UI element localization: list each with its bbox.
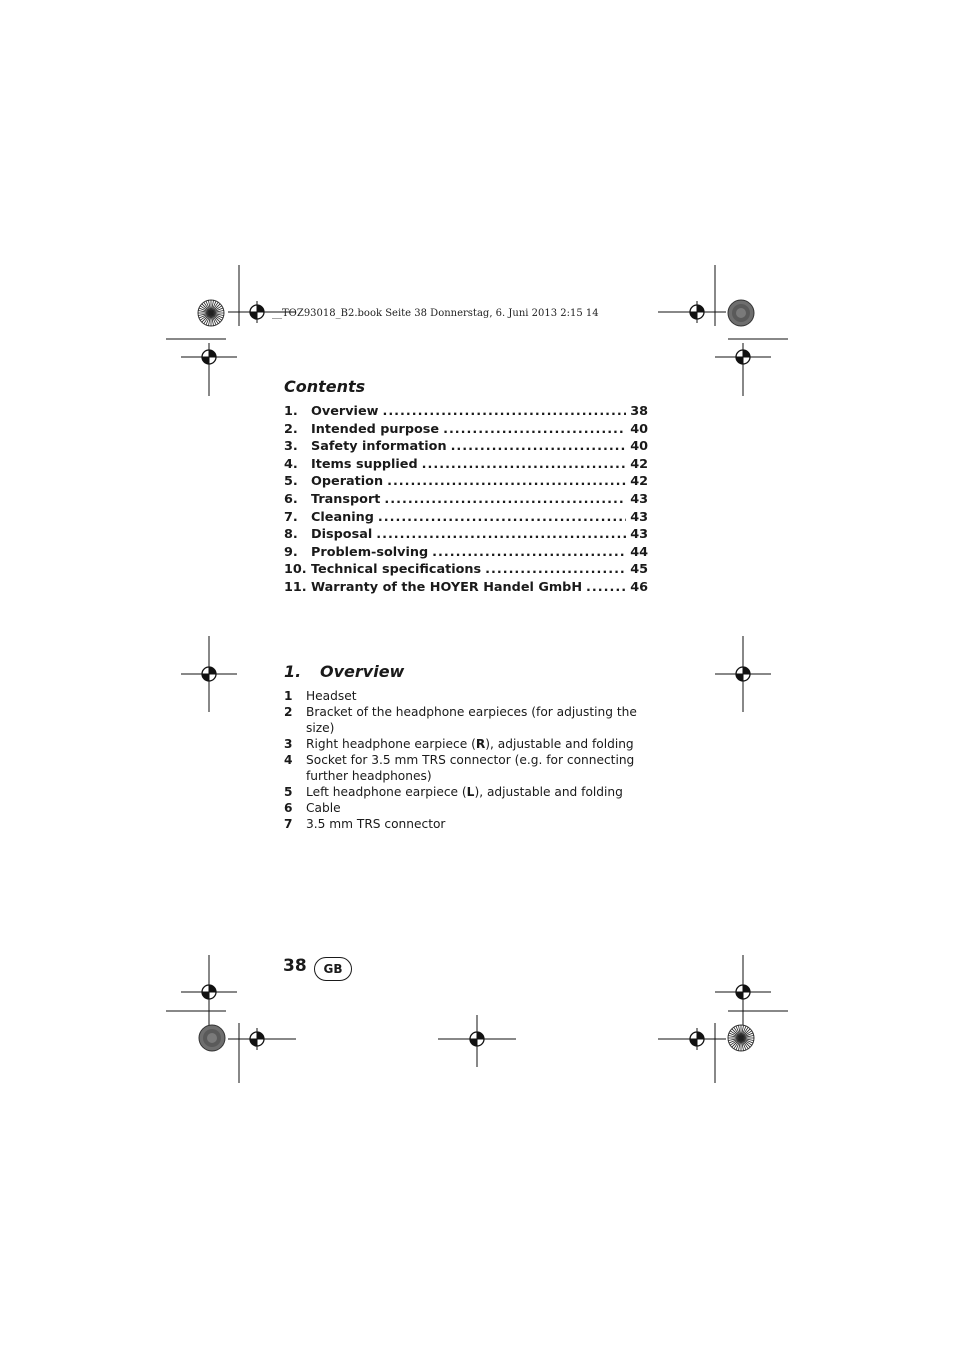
toc-title: Operation — [311, 474, 384, 490]
toc-page: 43 — [630, 527, 648, 543]
part-description — [306, 784, 648, 800]
section-title: Overview — [320, 662, 405, 681]
part-number: 1 — [284, 689, 293, 703]
part-description: Headset — [306, 689, 357, 703]
list-item — [284, 688, 648, 704]
part-description: 3.5 mm TRS connector — [306, 817, 446, 831]
part-number: 4 — [284, 753, 293, 767]
list-item — [284, 800, 648, 816]
part-text-before: Left headphone earpiece ( — [306, 785, 467, 799]
toc-entry[interactable] — [284, 527, 648, 545]
toc-entry[interactable] — [284, 404, 648, 422]
toc-leader — [382, 404, 626, 419]
parts-list — [284, 688, 648, 832]
table-of-contents — [284, 404, 648, 598]
language-badge: GB — [314, 957, 352, 981]
toc-page: 40 — [630, 421, 648, 437]
toc-title: Warranty of the HOYER Handel GmbH — [311, 579, 583, 595]
part-number: 7 — [284, 817, 293, 831]
toc-leader — [387, 474, 626, 489]
toc-title: Problem-solving — [311, 544, 429, 560]
list-item — [284, 752, 648, 784]
toc-title: Overview — [311, 404, 379, 419]
toc-entry[interactable] — [284, 562, 648, 580]
list-item — [284, 704, 648, 736]
toc-leader — [378, 510, 626, 525]
part-number: 3 — [284, 737, 293, 751]
toc-title: Disposal — [311, 527, 373, 543]
toc-number: 5. — [284, 474, 298, 490]
print-slug: __TOZ93018_B2.book Seite 38 Donnerstag, 6. Juni 2013 2:15 14 — [272, 308, 599, 319]
part-description: Bracket of the headphone earpieces (for adjusting the size) — [306, 705, 637, 735]
toc-number: 4. — [284, 456, 298, 472]
toc-page: 43 — [630, 491, 648, 507]
part-description: Socket for 3.5 mm TRS connector (e.g. for connecting further headphones) — [306, 753, 635, 783]
toc-page: 45 — [630, 562, 648, 578]
toc-page: 44 — [630, 544, 648, 560]
toc-entry[interactable] — [284, 474, 648, 492]
toc-leader — [376, 527, 626, 542]
part-text-after: ), adjustable and folding — [485, 737, 634, 751]
toc-number: 10. — [284, 562, 307, 578]
toc-page: 46 — [630, 579, 648, 595]
toc-page: 43 — [630, 509, 648, 525]
toc-title: Items supplied — [311, 456, 418, 472]
toc-number: 11. — [284, 579, 307, 595]
part-number: 5 — [284, 785, 293, 799]
side-marker: R — [475, 737, 486, 751]
list-item — [284, 784, 648, 800]
list-item — [284, 736, 648, 752]
toc-number: 1. — [284, 404, 298, 419]
toc-leader — [432, 545, 626, 560]
contents-heading: Contents — [284, 377, 366, 396]
list-item — [284, 816, 648, 832]
toc-title: Technical specifications — [311, 562, 482, 578]
toc-entry[interactable] — [284, 439, 648, 457]
toc-number: 8. — [284, 527, 298, 543]
toc-entry[interactable] — [284, 457, 648, 475]
toc-entry[interactable] — [284, 422, 648, 440]
part-number: 2 — [284, 705, 293, 719]
section-number: 1. — [284, 662, 302, 681]
section-heading — [284, 662, 404, 681]
toc-number: 2. — [284, 421, 298, 437]
toc-number: 3. — [284, 439, 298, 455]
toc-leader — [384, 492, 626, 507]
toc-page: 42 — [630, 474, 648, 490]
toc-page: 40 — [630, 439, 648, 455]
toc-leader — [451, 439, 627, 454]
page-number: 38 — [283, 956, 307, 976]
toc-page: 38 — [630, 404, 648, 419]
part-text-after: ), adjustable and folding — [474, 785, 623, 799]
toc-leader — [586, 580, 626, 595]
part-number: 6 — [284, 801, 293, 815]
toc-entry[interactable] — [284, 545, 648, 563]
toc-number: 9. — [284, 544, 298, 560]
side-marker: L — [466, 785, 475, 799]
part-description: Cable — [306, 801, 341, 815]
toc-entry[interactable] — [284, 492, 648, 510]
toc-title: Intended purpose — [311, 421, 440, 437]
toc-title: Safety information — [311, 439, 447, 455]
toc-leader — [422, 457, 627, 472]
toc-leader — [485, 562, 626, 577]
toc-number: 6. — [284, 491, 298, 507]
toc-number: 7. — [284, 509, 298, 525]
toc-leader — [443, 422, 626, 437]
toc-page: 42 — [630, 456, 648, 472]
part-text-before: Right headphone earpiece ( — [306, 737, 476, 751]
toc-entry[interactable] — [284, 510, 648, 528]
toc-title: Transport — [311, 491, 381, 507]
toc-entry[interactable] — [284, 580, 648, 598]
toc-title: Cleaning — [311, 509, 374, 525]
part-description — [306, 736, 648, 752]
